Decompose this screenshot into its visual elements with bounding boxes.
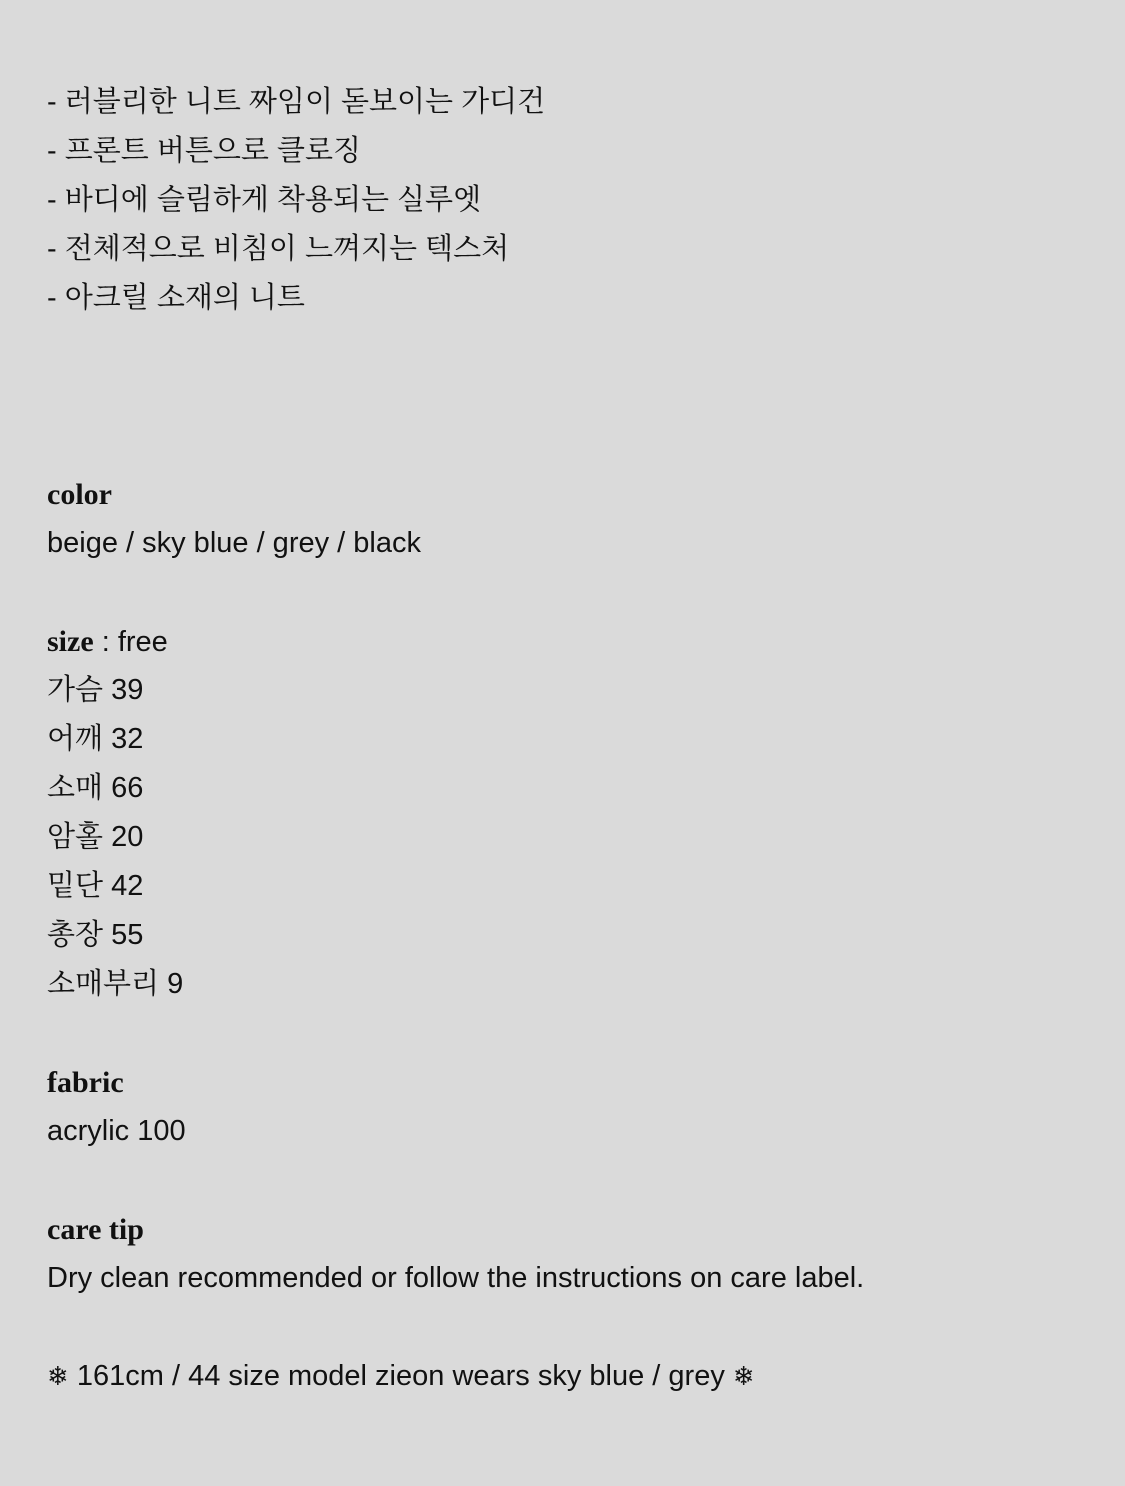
- size-value: free: [117, 626, 168, 658]
- feature-list: [47, 78, 1087, 323]
- size-measurement: 소매 66: [47, 772, 144, 804]
- feature-item: - 프론트 버튼으로 클로징: [47, 135, 361, 167]
- color-heading: color: [47, 478, 112, 511]
- spacer: [47, 1009, 1087, 1058]
- model-note: [47, 1352, 1087, 1401]
- color-section: [47, 470, 1087, 568]
- size-measurement: 암홀 20: [47, 821, 144, 853]
- spacer: [47, 1156, 1087, 1205]
- size-measurement: 총장 55: [47, 919, 144, 951]
- care-section: [47, 1205, 1087, 1303]
- feature-item: - 전체적으로 비침이 느껴지는 텍스처: [47, 233, 510, 265]
- size-heading: size: [47, 625, 94, 658]
- snowflake-icon: ❄: [47, 1361, 69, 1391]
- fabric-value: acrylic 100: [47, 1115, 186, 1147]
- fabric-section: [47, 1058, 1087, 1156]
- feature-item: - 바디에 슬림하게 착용되는 실루엣: [47, 184, 482, 216]
- care-heading: care tip: [47, 1213, 144, 1246]
- snowflake-icon: ❄: [732, 1361, 755, 1391]
- feature-item: - 러블리한 니트 짜임이 돋보이는 가디건: [47, 86, 546, 118]
- fabric-heading: fabric: [47, 1066, 124, 1099]
- product-description: [47, 78, 1087, 1401]
- size-section: [47, 617, 1087, 1009]
- care-value: Dry clean recommended or follow the instructions on care label.: [47, 1262, 865, 1294]
- spacer: [47, 1303, 1087, 1352]
- size-header: [47, 617, 1087, 666]
- spacer: [47, 568, 1087, 617]
- size-measurement: 가슴 39: [47, 674, 144, 706]
- feature-item: - 아크릴 소재의 니트: [47, 282, 305, 314]
- size-measurement: 밑단 42: [47, 870, 144, 902]
- size-measurement: 어깨 32: [47, 723, 144, 755]
- size-measurement: 소매부리 9: [47, 968, 184, 1000]
- size-separator: :: [93, 626, 118, 658]
- model-note-text: 161cm / 44 size model zieon wears sky blue / grey: [68, 1360, 733, 1392]
- color-value: beige / sky blue / grey / black: [47, 527, 421, 559]
- spacer: [47, 323, 1087, 470]
